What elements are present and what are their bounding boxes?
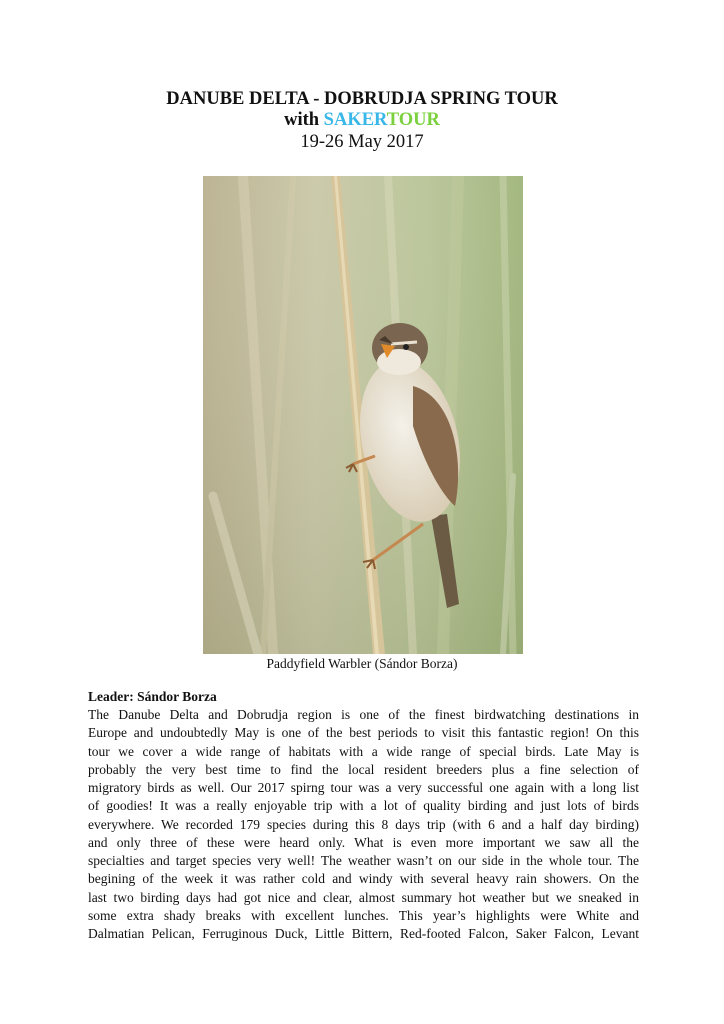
paragraph-line: and only three of these were heard only. What is even more important we saw all the: [88, 834, 639, 850]
paddyfield-warbler-illustration: [203, 176, 523, 654]
paragraph-line: Europe and undoubtedly May is one of the best periods to visit this fantastic region! On this: [88, 725, 639, 741]
paragraph-line: The Danube Delta and Dobrudja region is one of the finest birdwatching destinations in: [88, 707, 639, 722]
paragraph-line: probably the very best time to find the local resident breeders plus a fine selection of: [88, 761, 639, 777]
bird-photo: [203, 176, 523, 654]
brand-saker: SAKER: [323, 110, 387, 130]
intro-paragraph: [88, 706, 639, 943]
paragraph-line: migratory birds as well. Our 2017 spirng tour was a very successful one again with a long list: [88, 780, 639, 795]
subtitle-line: [0, 110, 724, 131]
paragraph-line: everywhere. We recorded 179 species during this 8 days trip (with 6 and a half day birding): [88, 816, 639, 832]
paragraph-line: some extra shady breaks with excellent lunches. This year’s highlights were White and: [88, 907, 639, 923]
title-block: [0, 89, 724, 154]
paragraph-line: tour we cover a wide range of habitats with a wide range of special birds. Late May is: [88, 743, 639, 759]
brand-tour: TOUR: [386, 110, 440, 130]
with-prefix: with: [284, 110, 324, 130]
paragraph-line: last two birding days had got nice and clear, almost summary hot weather but we sneaked in: [88, 889, 639, 905]
paragraph-line: Dalmatian Pelican, Ferruginous Duck, Little Bittern, Red-footed Falcon, Saker Falcon, Levant: [88, 926, 639, 941]
paragraph-line: begining of the week it was rather cold and windy with several heavy rain showers. On the: [88, 871, 639, 887]
paragraph-line: specialties and target species very well! The weather wasn’t on our side in the whole tour. The: [88, 853, 639, 868]
tour-dates: 19-26 May 2017: [300, 132, 424, 152]
paragraph-line: of goodies! It was a really enjoyable trip with a lot of quality birding and just lots of birds: [88, 798, 639, 814]
photo-caption: Paddyfield Warbler (Sándor Borza): [266, 656, 458, 671]
tour-leader: Leader: Sándor Borza: [88, 689, 217, 704]
page-title: DANUBE DELTA - DOBRUDJA SPRING TOUR: [166, 89, 558, 109]
